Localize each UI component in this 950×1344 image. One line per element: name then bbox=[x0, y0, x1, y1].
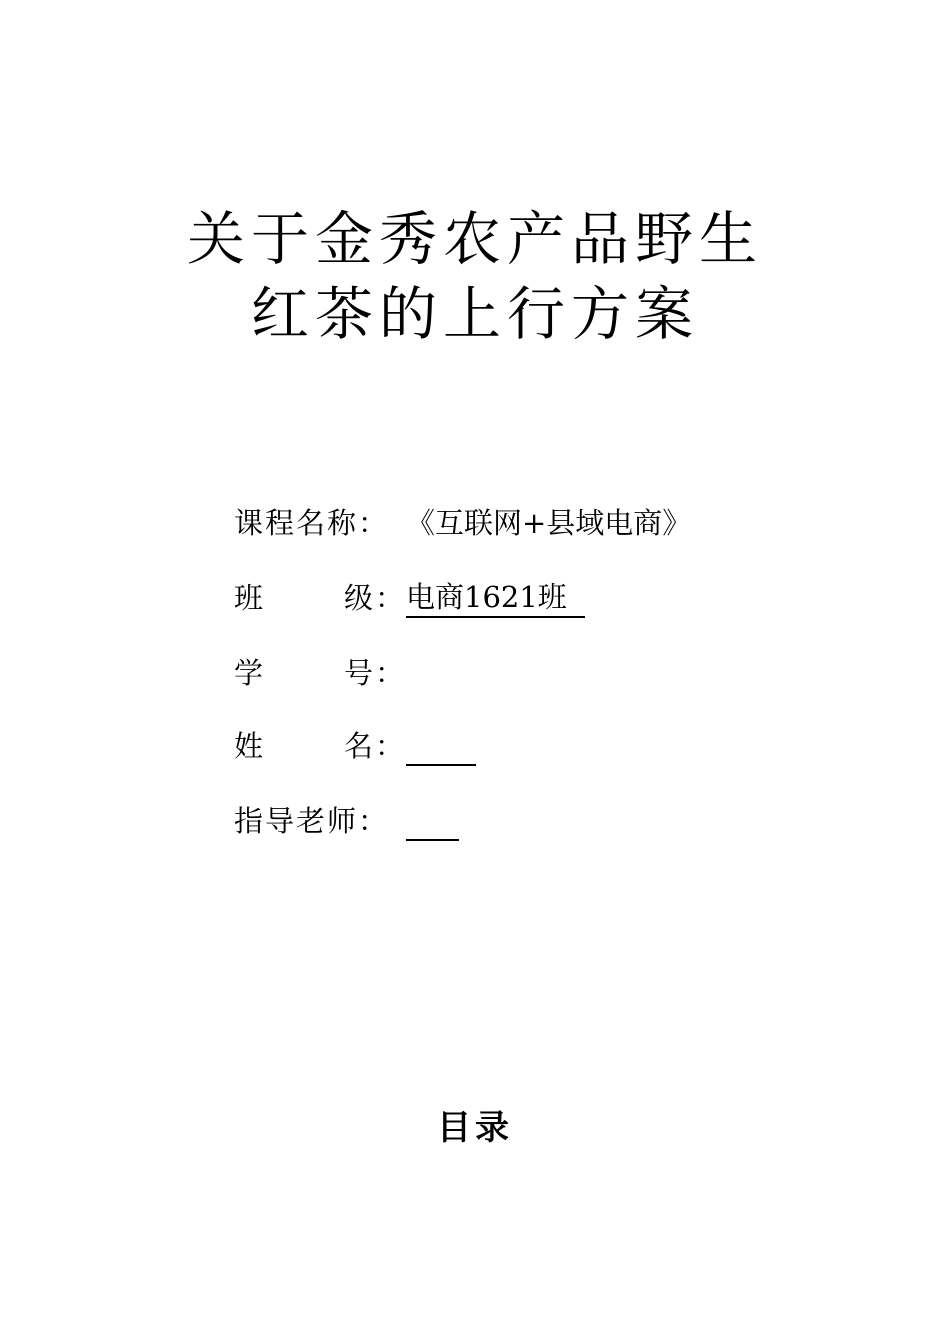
teacher-row bbox=[234, 801, 459, 841]
cover-title-line2: 红茶的上行方案 bbox=[250, 280, 699, 348]
course-name-value: 《互联网+县域电商》 bbox=[406, 506, 692, 540]
student-id-label-part1: 学 bbox=[234, 656, 266, 690]
student-id-row bbox=[234, 653, 406, 693]
teacher-blank-line bbox=[406, 803, 459, 841]
class-value: 电商1621班 bbox=[406, 580, 585, 618]
class-label bbox=[234, 578, 406, 618]
teacher-label: 指导老师： bbox=[234, 804, 390, 838]
student-id-label-part2: 号： bbox=[343, 656, 406, 690]
name-blank-line bbox=[406, 728, 476, 766]
course-name-row bbox=[234, 503, 691, 543]
course-name-label: 课程名称： bbox=[234, 506, 390, 540]
student-id-label bbox=[234, 653, 406, 693]
cover-title-line1: 关于金秀农产品野生 bbox=[186, 205, 763, 273]
toc-heading: 目录 bbox=[437, 1108, 513, 1148]
name-label-part2: 名： bbox=[343, 729, 406, 763]
name-label bbox=[234, 726, 406, 766]
name-label-part1: 姓 bbox=[234, 729, 266, 763]
class-label-part1: 班 bbox=[234, 581, 266, 615]
class-label-part2: 级： bbox=[343, 581, 406, 615]
class-row bbox=[234, 578, 585, 618]
name-row bbox=[234, 726, 476, 766]
